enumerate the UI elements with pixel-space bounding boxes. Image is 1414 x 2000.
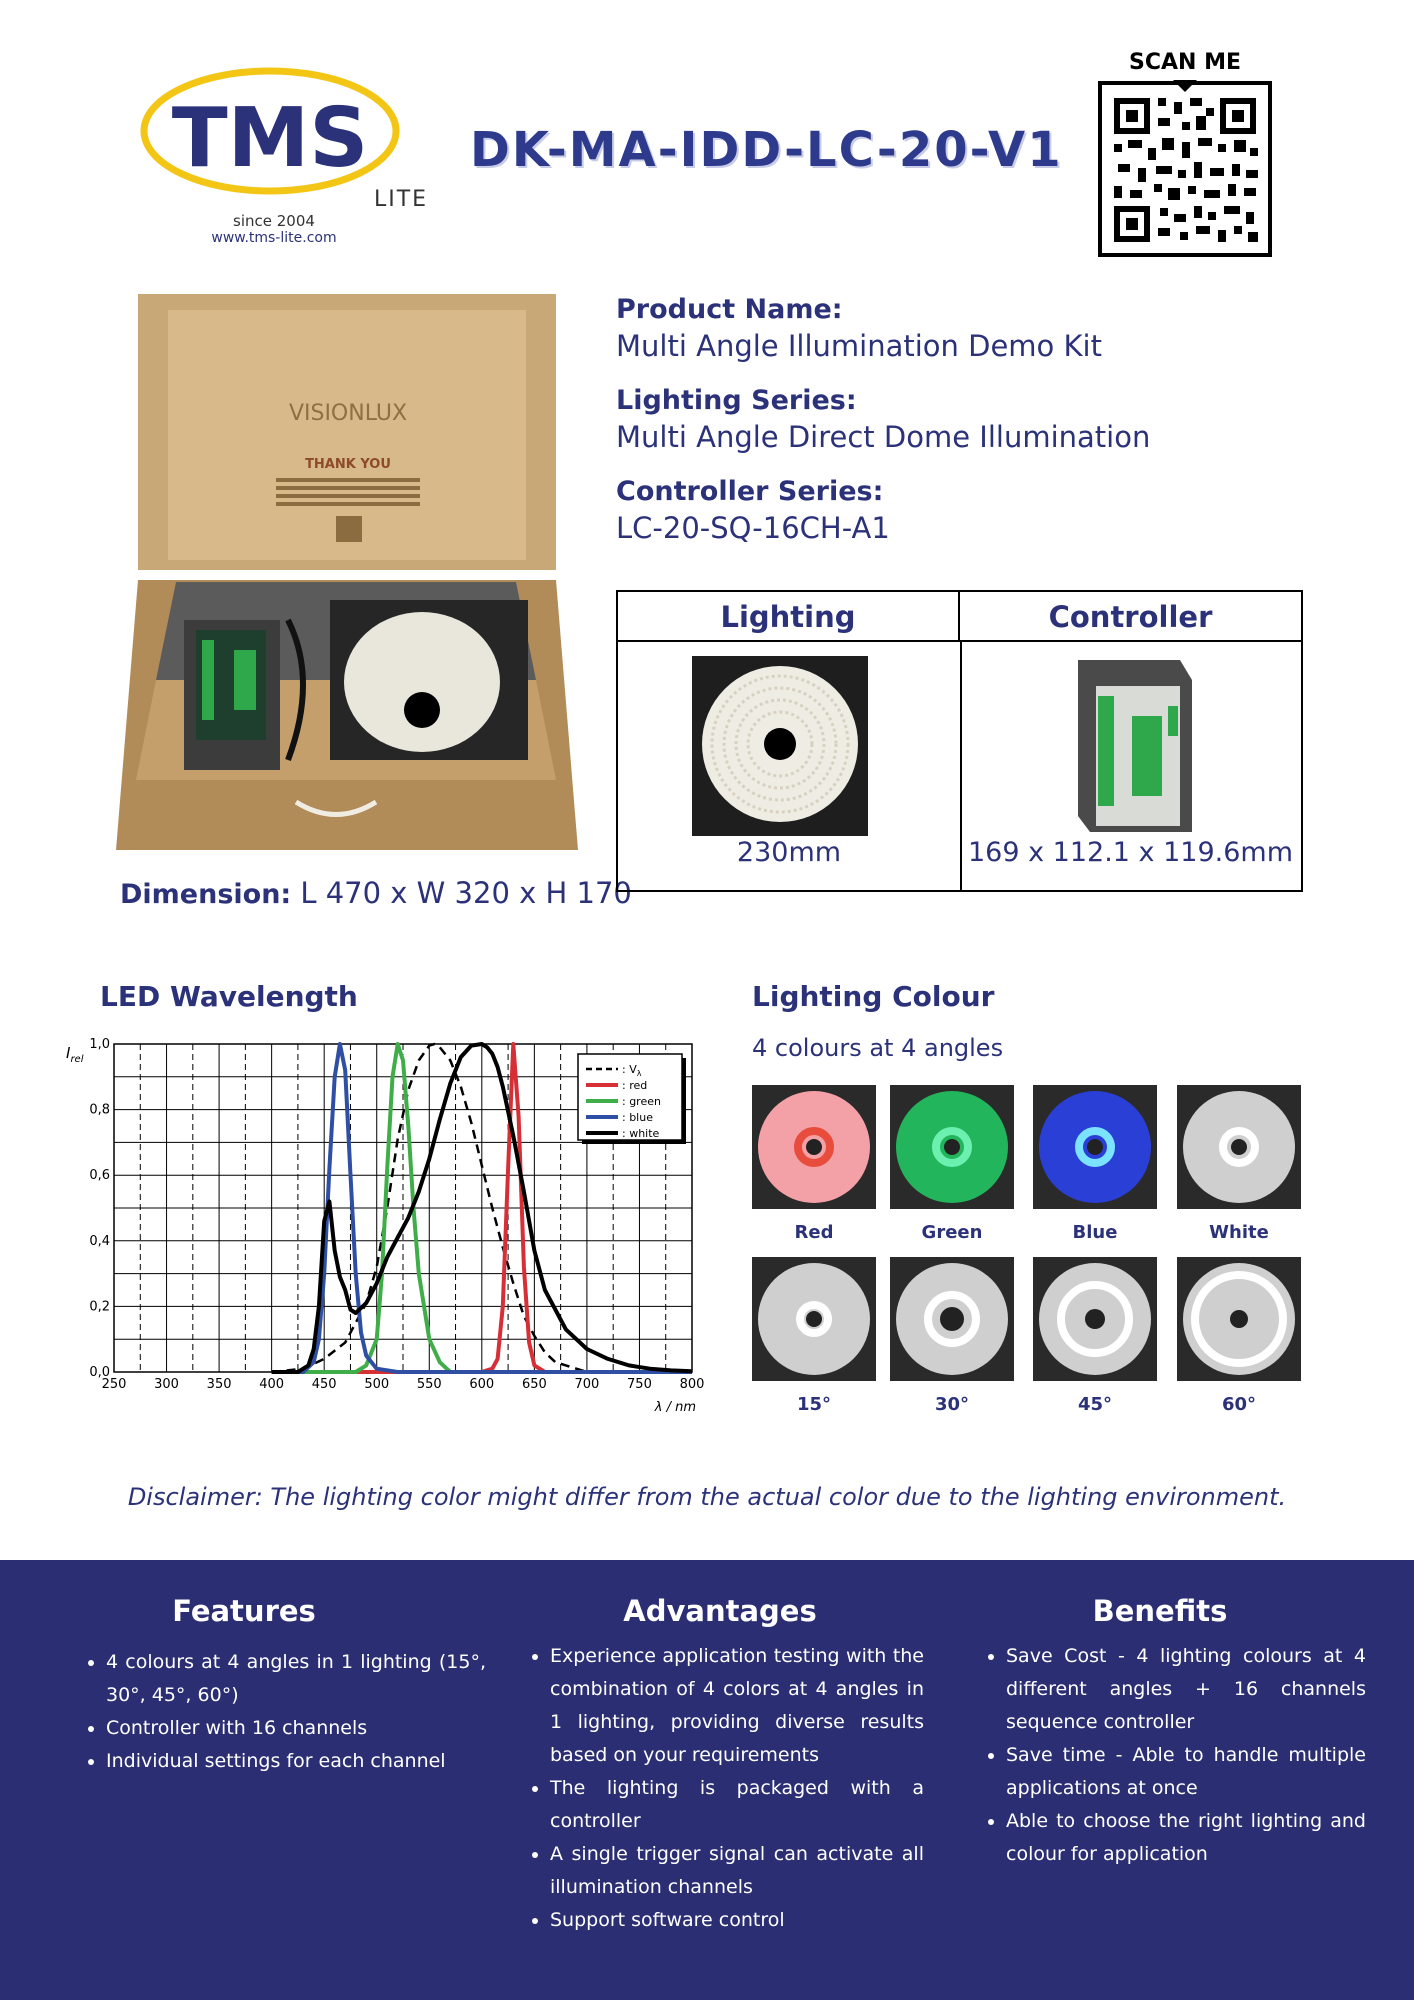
- angle-tile: [752, 1257, 876, 1381]
- wavelength-title: LED Wavelength: [100, 980, 358, 1013]
- benefits-item: • Save Cost - 4 lighting colours at 4 different angles + 16 channels sequence controller: [1006, 1640, 1366, 1739]
- product-name-label: Product Name:: [616, 294, 843, 325]
- advantages-title: Advantages: [623, 1594, 817, 1628]
- chart-legend-label: : white: [622, 1127, 660, 1140]
- chart-y-label: $I_{rel}$: [66, 1044, 84, 1065]
- box-brand: VISIONLUX: [288, 401, 408, 426]
- advantages-list: [524, 1640, 924, 1937]
- chart-y-tick: 0,0: [89, 1365, 110, 1380]
- chart-x-tick: 800: [679, 1377, 705, 1392]
- lighting-size: 230mm: [736, 837, 842, 868]
- angle-tile: [1177, 1257, 1301, 1381]
- angle-tile-label: 60°: [1221, 1394, 1257, 1415]
- dimension-line: [120, 876, 632, 910]
- footer-panel: [0, 1560, 1414, 2000]
- advantages-item: • The lighting is packaged with a controller: [550, 1772, 924, 1838]
- benefits-list: [980, 1640, 1366, 1871]
- benefits-title: Benefits: [1092, 1594, 1228, 1628]
- colour-tile-label: Green: [921, 1222, 983, 1243]
- features-item: • Controller with 16 channels: [106, 1712, 486, 1745]
- logo-since: since 2004: [233, 212, 315, 230]
- angle-tile-label: 45°: [1077, 1394, 1113, 1415]
- chart-x-tick: 250: [101, 1377, 127, 1392]
- chart-x-tick: 650: [521, 1377, 547, 1392]
- chart-x-tick: 300: [154, 1377, 179, 1392]
- chart-legend-label: : $V_\lambda$: [622, 1063, 642, 1078]
- benefits-item: • Able to choose the right lighting and colour for application: [1006, 1805, 1366, 1871]
- chart-legend-label: : blue: [622, 1111, 653, 1124]
- model-number: DK-MA-IDD-LC-20-V1: [470, 122, 1063, 178]
- angle-tile: [1033, 1257, 1157, 1381]
- colour-tile-label: Red: [794, 1222, 834, 1243]
- table-header-lighting: Lighting: [618, 592, 960, 642]
- features-list: [80, 1646, 486, 1778]
- controller-size: 169 x 112.1 x 119.6mm: [967, 837, 1293, 868]
- scan-me-label: SCAN ME: [1128, 50, 1241, 75]
- chart-x-tick: 750: [627, 1377, 652, 1392]
- logo-text: TMS: [171, 91, 369, 186]
- box-thank-you: THANK YOU: [305, 457, 391, 472]
- chart-y-tick: 0,4: [89, 1233, 110, 1249]
- chart-x-tick: 700: [574, 1377, 600, 1392]
- colour-tile-label: Blue: [1072, 1222, 1118, 1243]
- benefits-item: • Save time - Able to handle multiple applications at once: [1006, 1739, 1366, 1805]
- angle-tile: [890, 1257, 1014, 1381]
- chart-x-tick: 600: [469, 1377, 495, 1392]
- colour-tile-label: White: [1209, 1222, 1269, 1243]
- controller-series-label: Controller Series:: [616, 476, 884, 507]
- qr-code-icon: [1098, 78, 1272, 260]
- chart-y-tick: 0,6: [89, 1168, 110, 1184]
- angle-tile-label: 30°: [934, 1394, 970, 1415]
- advantages-item: • Experience application testing with the combination of 4 colors at 4 angles in 1 lighting, providing diverse results based on your requirements: [550, 1640, 924, 1772]
- spec-list: [616, 294, 1150, 545]
- chart-x-tick: 550: [416, 1377, 442, 1392]
- controller-image: [1068, 656, 1198, 838]
- dimension-value: L 470 x W 320 x H 170: [300, 876, 632, 910]
- features-item: • Individual settings for each channel: [106, 1745, 486, 1778]
- chart-legend-label: : red: [622, 1079, 648, 1092]
- disclaimer: Disclaimer: The lighting color might differ from the actual color due to the lighting environment.: [127, 1483, 1287, 1511]
- colour-tile: [890, 1085, 1014, 1209]
- features-title: Features: [172, 1594, 316, 1628]
- chart-y-tick: 0,2: [89, 1299, 110, 1315]
- colour-title: Lighting Colour: [752, 980, 995, 1013]
- chart-legend-label: : green: [622, 1095, 661, 1108]
- product-box-photo: [116, 290, 581, 850]
- spec-table: [616, 590, 1303, 892]
- features-item: • 4 colours at 4 angles in 1 lighting (15°, 30°, 45°, 60°): [106, 1646, 486, 1712]
- colour-tile: [1177, 1085, 1301, 1209]
- chart-y-tick: 0,8: [89, 1102, 110, 1118]
- angle-tile-label: 15°: [796, 1394, 832, 1415]
- lighting-series-value: Multi Angle Direct Dome Illumination: [616, 420, 1151, 454]
- tms-lite-logo: [138, 66, 429, 246]
- logo-url: www.tms-lite.com: [211, 230, 337, 246]
- qr-code[interactable]: [1098, 50, 1272, 260]
- lighting-series-label: Lighting Series:: [616, 385, 857, 416]
- colour-tile: [752, 1085, 876, 1209]
- colour-subtitle: 4 colours at 4 angles: [752, 1034, 1004, 1062]
- chart-y-tick: 1,0: [89, 1037, 110, 1052]
- chart-x-tick: 500: [364, 1377, 390, 1392]
- product-name-value: Multi Angle Illumination Demo Kit: [616, 329, 1102, 363]
- advantages-item: • Support software control: [550, 1904, 924, 1937]
- chart-x-label: λ / nm: [654, 1400, 696, 1415]
- chart-x-tick: 350: [206, 1377, 232, 1392]
- colour-tile: [1033, 1085, 1157, 1209]
- controller-series-value: LC-20-SQ-16CH-A1: [616, 511, 890, 545]
- dome-light-image: [692, 656, 872, 838]
- wavelength-chart: [60, 1036, 710, 1416]
- chart-x-tick: 450: [311, 1377, 337, 1392]
- chart-x-tick: 400: [259, 1377, 285, 1392]
- logo-sub: LITE: [374, 187, 429, 212]
- advantages-item: • A single trigger signal can activate all illumination channels: [550, 1838, 924, 1904]
- dimension-label: Dimension:: [120, 879, 292, 910]
- table-header-controller: Controller: [960, 592, 1301, 642]
